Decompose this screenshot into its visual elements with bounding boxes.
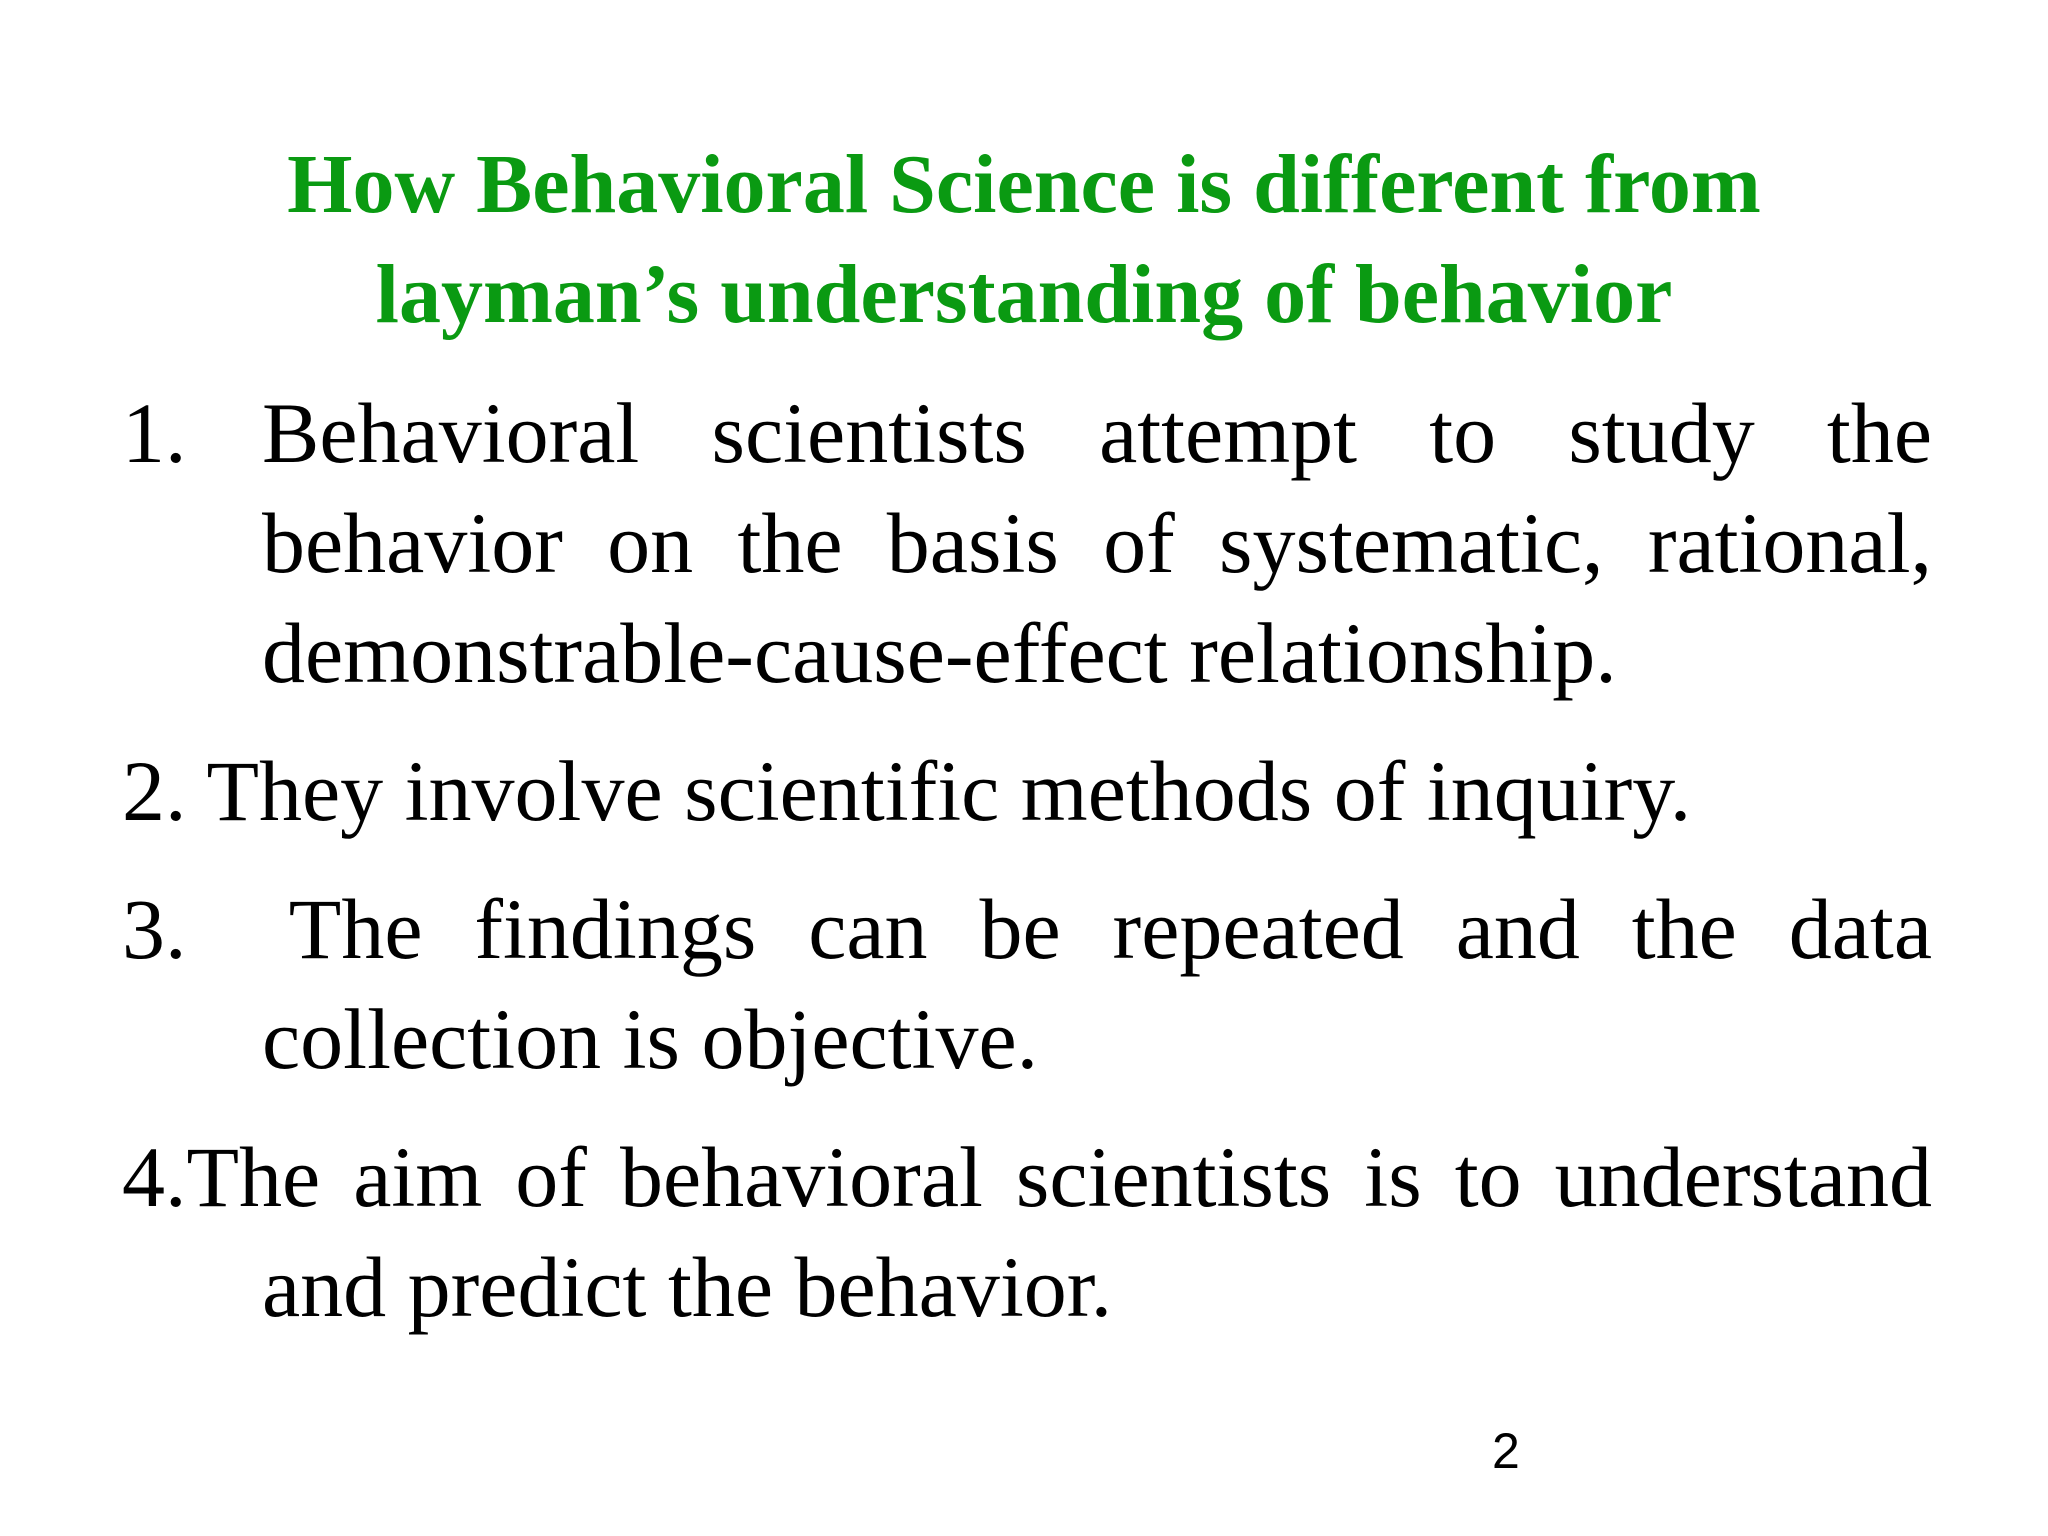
list-item-4-number: 4. (122, 1129, 187, 1225)
list-item-1-text: Behavioral scientists attempt to study the behavior on the basis of systematic, rational, demonstrable-cause-effect relationship. (262, 385, 1932, 701)
list-item-3 (122, 874, 1932, 1094)
page-number: 2 (1492, 1423, 1520, 1479)
list-item-3-number: 3. (122, 881, 187, 977)
list-item-4-body: The aim of behavioral scientists is to understand and predict the behavior. (186, 1129, 1932, 1335)
slide-title (0, 130, 2048, 350)
list-item-4-text (122, 1122, 1932, 1342)
numbered-list (122, 378, 1932, 1370)
list-item-1 (122, 378, 1932, 708)
list-item-2-text (122, 736, 1932, 846)
slide-title-line-2: layman’s understanding of behavior (375, 248, 1673, 341)
list-item-1-number: 1. (122, 385, 187, 481)
list-item-2-number: 2. (122, 743, 187, 839)
list-item-3-body: The findings can be repeated and the data collection is objective. (262, 881, 1932, 1087)
list-item-4 (122, 1122, 1932, 1342)
list-item-3-text (122, 874, 1932, 1094)
list-item-2-body: They involve scientific methods of inquiry. (206, 743, 1692, 839)
list-item-2 (122, 736, 1932, 846)
slide-title-line-1: How Behavioral Science is different from (287, 138, 1761, 231)
